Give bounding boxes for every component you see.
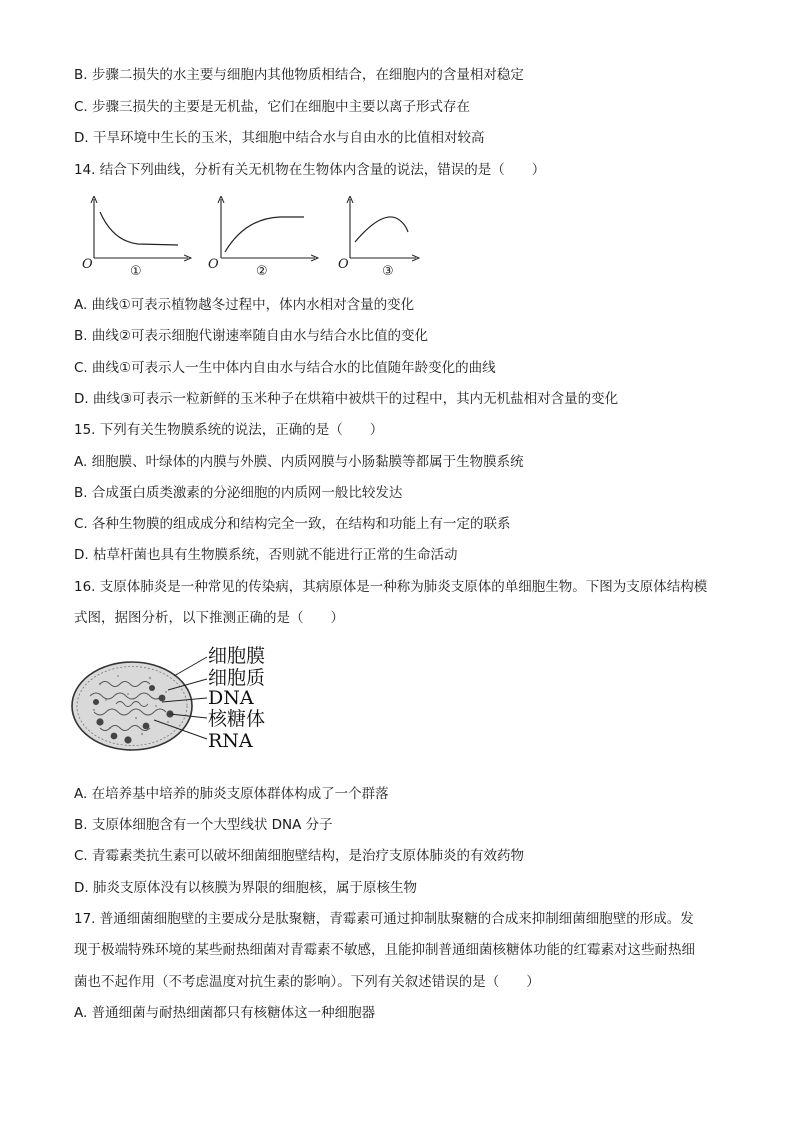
q14-option-d: D. 曲线③可表示一粒新鲜的玉米种子在烘箱中被烘干的过程中，其内无机盐相对含量的变化 (74, 391, 619, 407)
q15-option-b: B. 合成蛋白质类激素的分泌细胞的内质网一般比较发达 (74, 485, 403, 501)
label-rna: RNA (208, 730, 253, 752)
graph-2-origin: O (208, 257, 219, 272)
graph-3-label: ③ (382, 264, 394, 278)
q16-stem-line-1: 16. 支原体肺炎是一种常见的传染病，其病原体是一种称为肺炎支原体的单细胞生物。下图为支原体结构模 (74, 579, 708, 595)
q14-stem: 14. 结合下列曲线，分析有关无机物在生物体内含量的说法，错误的是（ ） (74, 162, 546, 178)
q16-stem-line-2: 式图，据图分析，以下推测正确的是（ ） (74, 610, 344, 626)
q14-graphs (80, 196, 420, 278)
q16-option-a: A. 在培养基中培养的肺炎支原体群体构成了一个群落 (74, 786, 389, 802)
curve-3 (355, 217, 408, 242)
q16-option-b: B. 支原体细胞含有一个大型线状 DNA 分子 (74, 817, 333, 833)
graph-3 (338, 199, 416, 278)
q15-option-a: A. 细胞膜、叶绿体的内膜与外膜、内质网膜与小肠黏膜等都属于生物膜系统 (74, 454, 524, 470)
label-dna: DNA (208, 687, 254, 709)
q13-option-b: B. 步骤二损失的水主要与细胞内其他物质相结合，在细胞内的含量相对稳定 (74, 67, 524, 83)
cell-membrane (72, 662, 192, 750)
label-cell-membrane: 细胞膜 (208, 645, 266, 667)
graph-1 (82, 199, 188, 278)
graph-2 (208, 199, 315, 278)
curve-2 (225, 217, 304, 252)
q16-option-c: C. 青霉素类抗生素可以破坏细菌细胞壁结构，是治疗支原体肺炎的有效药物 (74, 848, 525, 864)
q17-stem-line-2: 现于极端特殊环境的某些耐热细菌对青霉素不敏感，且能抑制普通细菌核糖体功能的红霉素对这些耐热细 (74, 942, 695, 958)
q15-stem: 15. 下列有关生物膜系统的说法，正确的是（ ） (74, 422, 384, 438)
mycoplasma-diagram (70, 640, 290, 755)
q14-option-c: C. 曲线①可表示人一生中体内自由水与结合水的比值随年龄变化的曲线 (74, 360, 496, 376)
q13-option-d: D. 干旱环境中生长的玉米，其细胞中结合水与自由水的比值相对较高 (74, 130, 485, 146)
q15-option-d: D. 枯草杆菌也具有生物膜系统，否则就不能进行正常的生命活动 (74, 547, 458, 563)
q17-stem-line-3: 菌也不起作用（不考虑温度对抗生素的影响）。下列有关叙述错误的是（ ） (74, 974, 540, 990)
graph-2-label: ② (256, 264, 268, 278)
curve-1 (100, 212, 178, 245)
q13-option-c: C. 步骤三损失的主要是无机盐，它们在细胞中主要以离子形式存在 (74, 99, 471, 115)
label-ribosome: 核糖体 (208, 708, 266, 730)
q14-option-a: A. 曲线①可表示植物越冬过程中，体内水相对含量的变化 (74, 297, 415, 313)
q15-option-c: C. 各种生物膜的组成成分和结构完全一致，在结构和功能上有一定的联系 (74, 516, 511, 532)
label-cytoplasm: 细胞质 (208, 667, 266, 689)
q16-option-d: D. 肺炎支原体没有以核膜为界限的细胞核，属于原核生物 (74, 880, 417, 896)
graph-1-origin: O (82, 257, 93, 272)
graph-3-origin: O (338, 257, 349, 272)
q14-option-b: B. 曲线②可表示细胞代谢速率随自由水与结合水比值的变化 (74, 328, 428, 344)
q17-option-a: A. 普通细菌与耐热细菌都只有核糖体这一种细胞器 (74, 1005, 376, 1021)
graph-1-label: ① (130, 264, 142, 278)
q17-stem-line-1: 17. 普通细菌细胞壁的主要成分是肽聚糖，青霉素可通过抑制肽聚糖的合成来抑制细菌细胞壁的形成。发 (74, 911, 694, 927)
